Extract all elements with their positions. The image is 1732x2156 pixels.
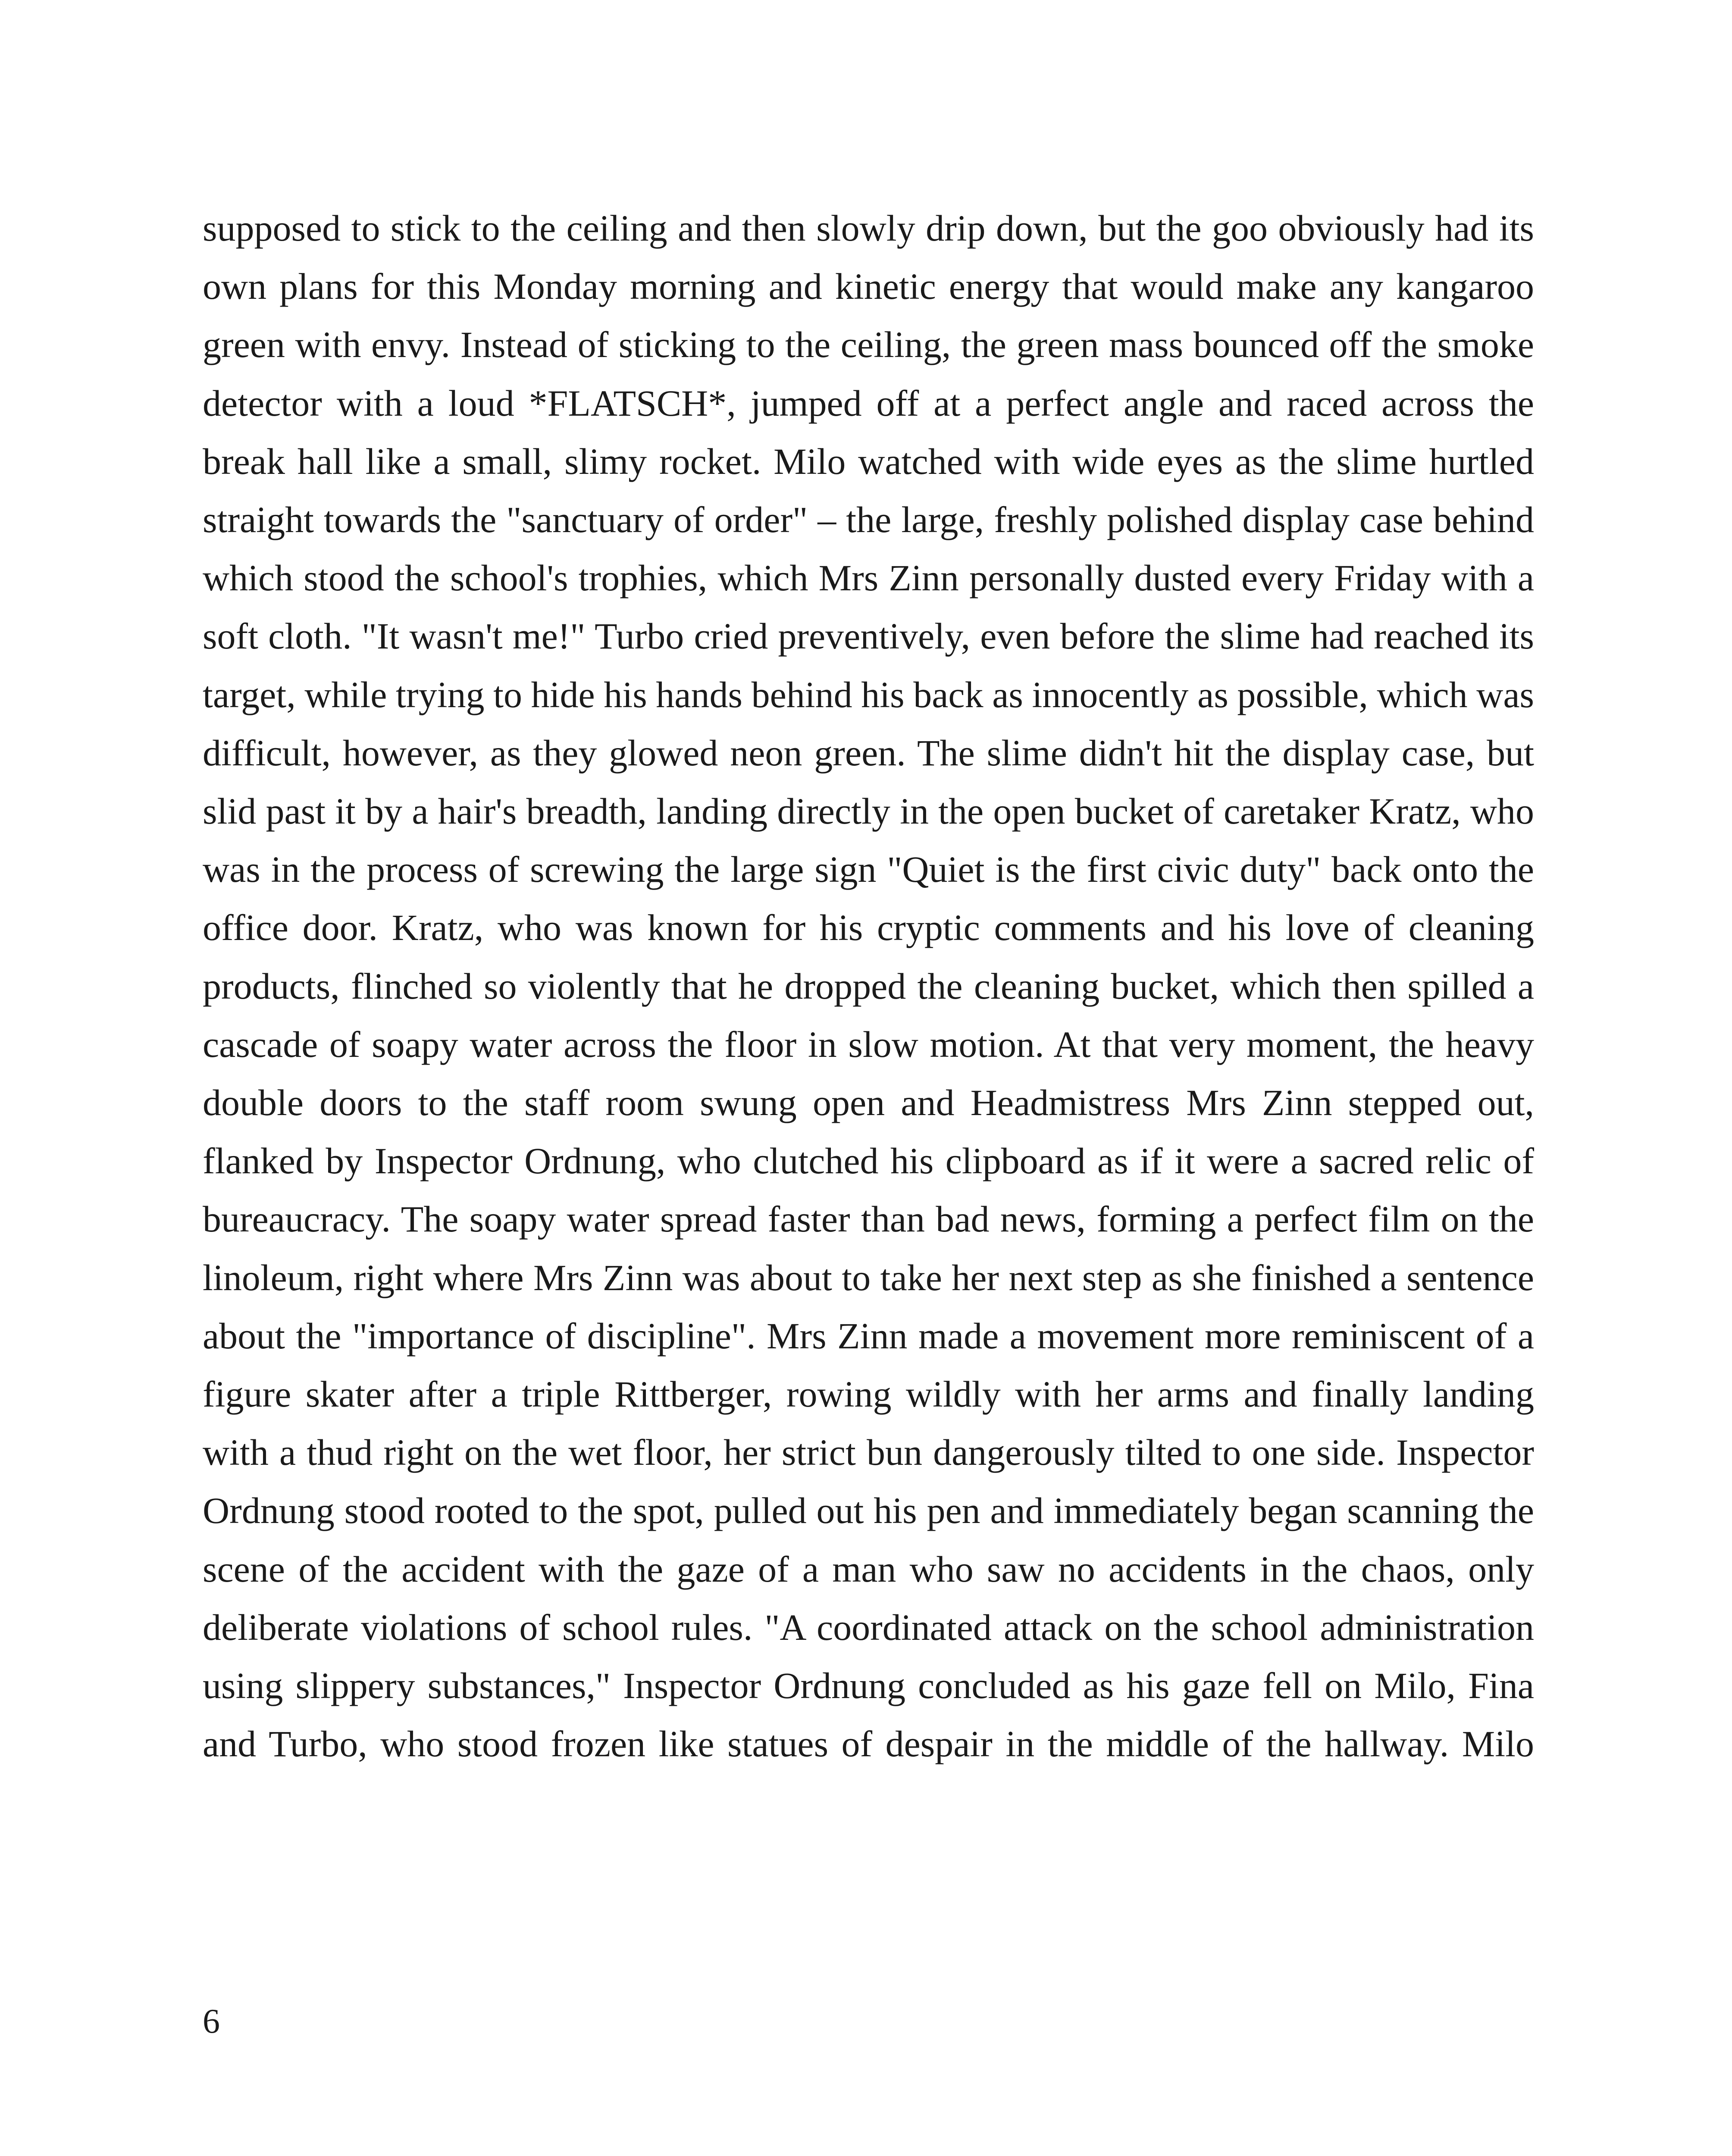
- body-paragraph: supposed to stick to the ceiling and then slowly drip down, but the goo obviously had its own plans for this Monday morning and kinetic energy that would make any kangaroo green with envy. Instead of sticking to the ceiling, the green mass bounced off the smoke detector with a loud *FLATSCH*, jumped off at a perfect angle and raced across the break hall like a small, slimy rocket. Milo watched with wide eyes as the slime hurtled straight towards the "sanctuary of order" – the large, freshly polished display case behind which stood the school's trophies, which Mrs Zinn personally dusted every Friday with a soft cloth. "It wasn't me!" Turbo cried preventively, even before the slime had reached its target, while trying to hide his hands behind his back as innocently as possible, which was difficult, however, as they glowed neon green. The slime didn't hit the display case, but slid past it by a hair's breadth, landing directly in the open bucket of caretaker Kratz, who was in the process of screwing the large sign "Quiet is the first civic duty" back onto the office door. Kratz, who was known for his cryptic comments and his love of cleaning products, flinched so violently that he dropped the cleaning bucket, which then spilled a cascade of soapy water across the floor in slow motion. At that very moment, the heavy double doors to the staff room swung open and Headmistress Mrs Zinn stepped out, flanked by Inspector Ordnung, who clutched his clipboard as if it were a sacred relic of bureaucracy. The soapy water spread faster than bad news, forming a perfect film on the linoleum, right where Mrs Zinn was about to take her next step as she finished a sentence about the "importance of discipline". Mrs Zinn made a movement more reminiscent of a figure skater after a triple Rittberger, rowing wildly with her arms and finally landing with a thud right on the wet floor, her strict bun dangerously tilted to one side. Inspector Ordnung stood rooted to the spot, pulled out his pen and immediately began scanning the scene of the accident with the gaze of a man who saw no accidents in the chaos, only deliberate violations of school rules. "A coordinated attack on the school administration using slippery substances," Inspector Ordnung concluded as his gaze fell on Milo, Fina and Turbo, who stood frozen like statues of despair in the middle of the hallway. Milo: [203, 207, 1534, 1765]
- page-number: 6: [203, 2002, 220, 2040]
